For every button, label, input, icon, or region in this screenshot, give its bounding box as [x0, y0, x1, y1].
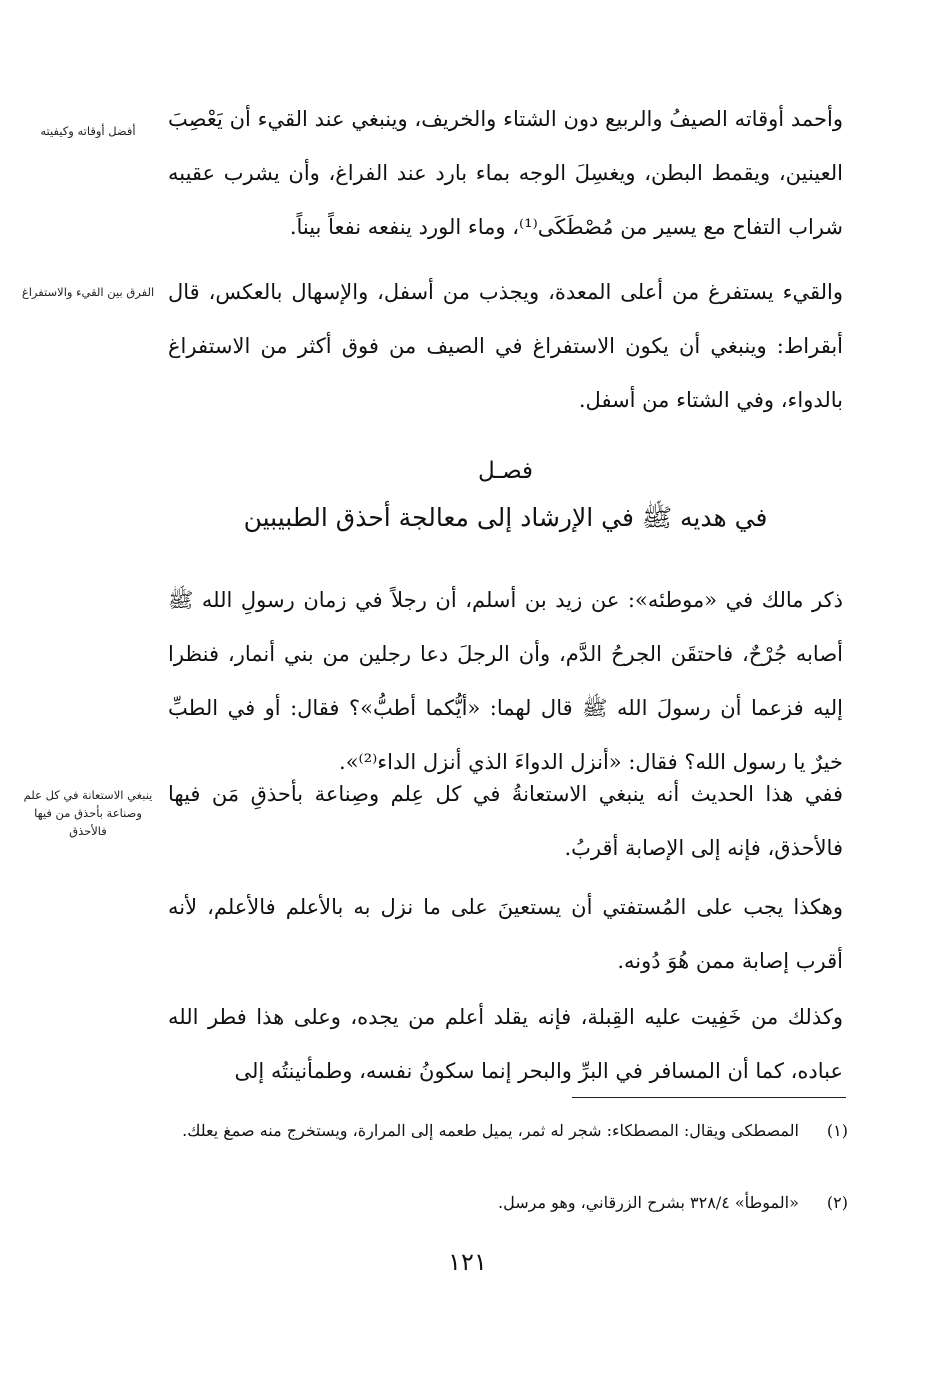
margin-note-2: الفرق بين القيء والاستفراغ [21, 285, 155, 299]
footnote-separator [572, 1097, 846, 1098]
page-number: ١٢١ [448, 1248, 487, 1276]
chapter-title: في هديه ﷺ في الإرشاد إلى معالجة أحذق الطبيبين [243, 503, 768, 532]
footnote-number: (٢) [826, 1193, 848, 1212]
margin-note-3: ينبغي الاستعانة في كل علم وصناعة بأحذق من فيها فالأحذق [23, 788, 153, 838]
footnote-1 [168, 1116, 848, 1146]
footnote-text: «الموطأ» ٣٢٨/٤ بشرح الزرقاني، وهو مرسل. [498, 1193, 799, 1212]
paragraph-3: ذكر مالك في «موطئه»: عن زيد بن أسلم، أن رجلاً في زمان رسولِ الله ﷺ أصابه جُرْحٌ، فاحتقَن الجرحُ الدَّم، وأن الرجلَ دعا رجلين من بني أنمار، فنظرا إليه فزعما أن رسولَ الله ﷺ قال لهما: «أيُّكما أطبُّ»؟ فقال: أو في الطبِّ خيرٌ يا رسول الله؟ فقال: «أنزل الدواءَ الذي أنزل الداء⁽²⁾». [168, 588, 843, 774]
margin-note-1: أفضل أوقاته وكيفيته [40, 124, 136, 138]
paragraph-4: ففي هذا الحديث أنه ينبغي الاستعانةُ في كل عِلم وصِناعة بأحذقِ مَن فيها فالأحذق، فإنه إلى الإصابة أقربُ. [168, 782, 843, 860]
footnote-2 [168, 1188, 848, 1218]
paragraph-6: وكذلك من خَفِيت عليه القِبلة، فإنه يقلد أعلم من يجده، وعلى هذا فطر الله عباده، كما أن المسافر في البرِّ والبحر إنما سكونُ نفسه، وطمأنينتُه إلى [168, 1005, 843, 1083]
section-label: فصـل [477, 458, 534, 484]
footnote-text: المصطكى ويقال: المصطكاء: شجر له ثمر، يميل طعمه إلى المرارة، ويستخرج منه صمغ يعلك. [182, 1121, 799, 1140]
paragraph-2: والقيء يستفرغ من أعلى المعدة، ويجذب من أسفل، والإسهال بالعكس، قال أبقراط: وينبغي أن يكون الاستفراغ في الصيف من فوق أكثر من الاستفراغ بالدواء، وفي الشتاء من أسفل. [168, 280, 843, 412]
footnote-number: (١) [826, 1121, 848, 1140]
paragraph-5: وهكذا يجب على المُستفتي أن يستعينَ على ما نزل به بالأعلم فالأعلم، لأنه أقرب إصابة ممن هُوَ دُونه. [168, 895, 843, 973]
paragraph-1: وأحمد أوقاته الصيفُ والربيع دون الشتاء والخريف، وينبغي عند القيء أن يَعْصِبَ العينين، ويقمط البطن، ويغسِلَ الوجه بماء بارد عند الفراغ، وأن يشرب عقيبه شراب التفاح مع يسير من مُصْطَكَى⁽¹⁾، وماء الورد ينفعه نفعاً بيناً. [168, 107, 843, 239]
